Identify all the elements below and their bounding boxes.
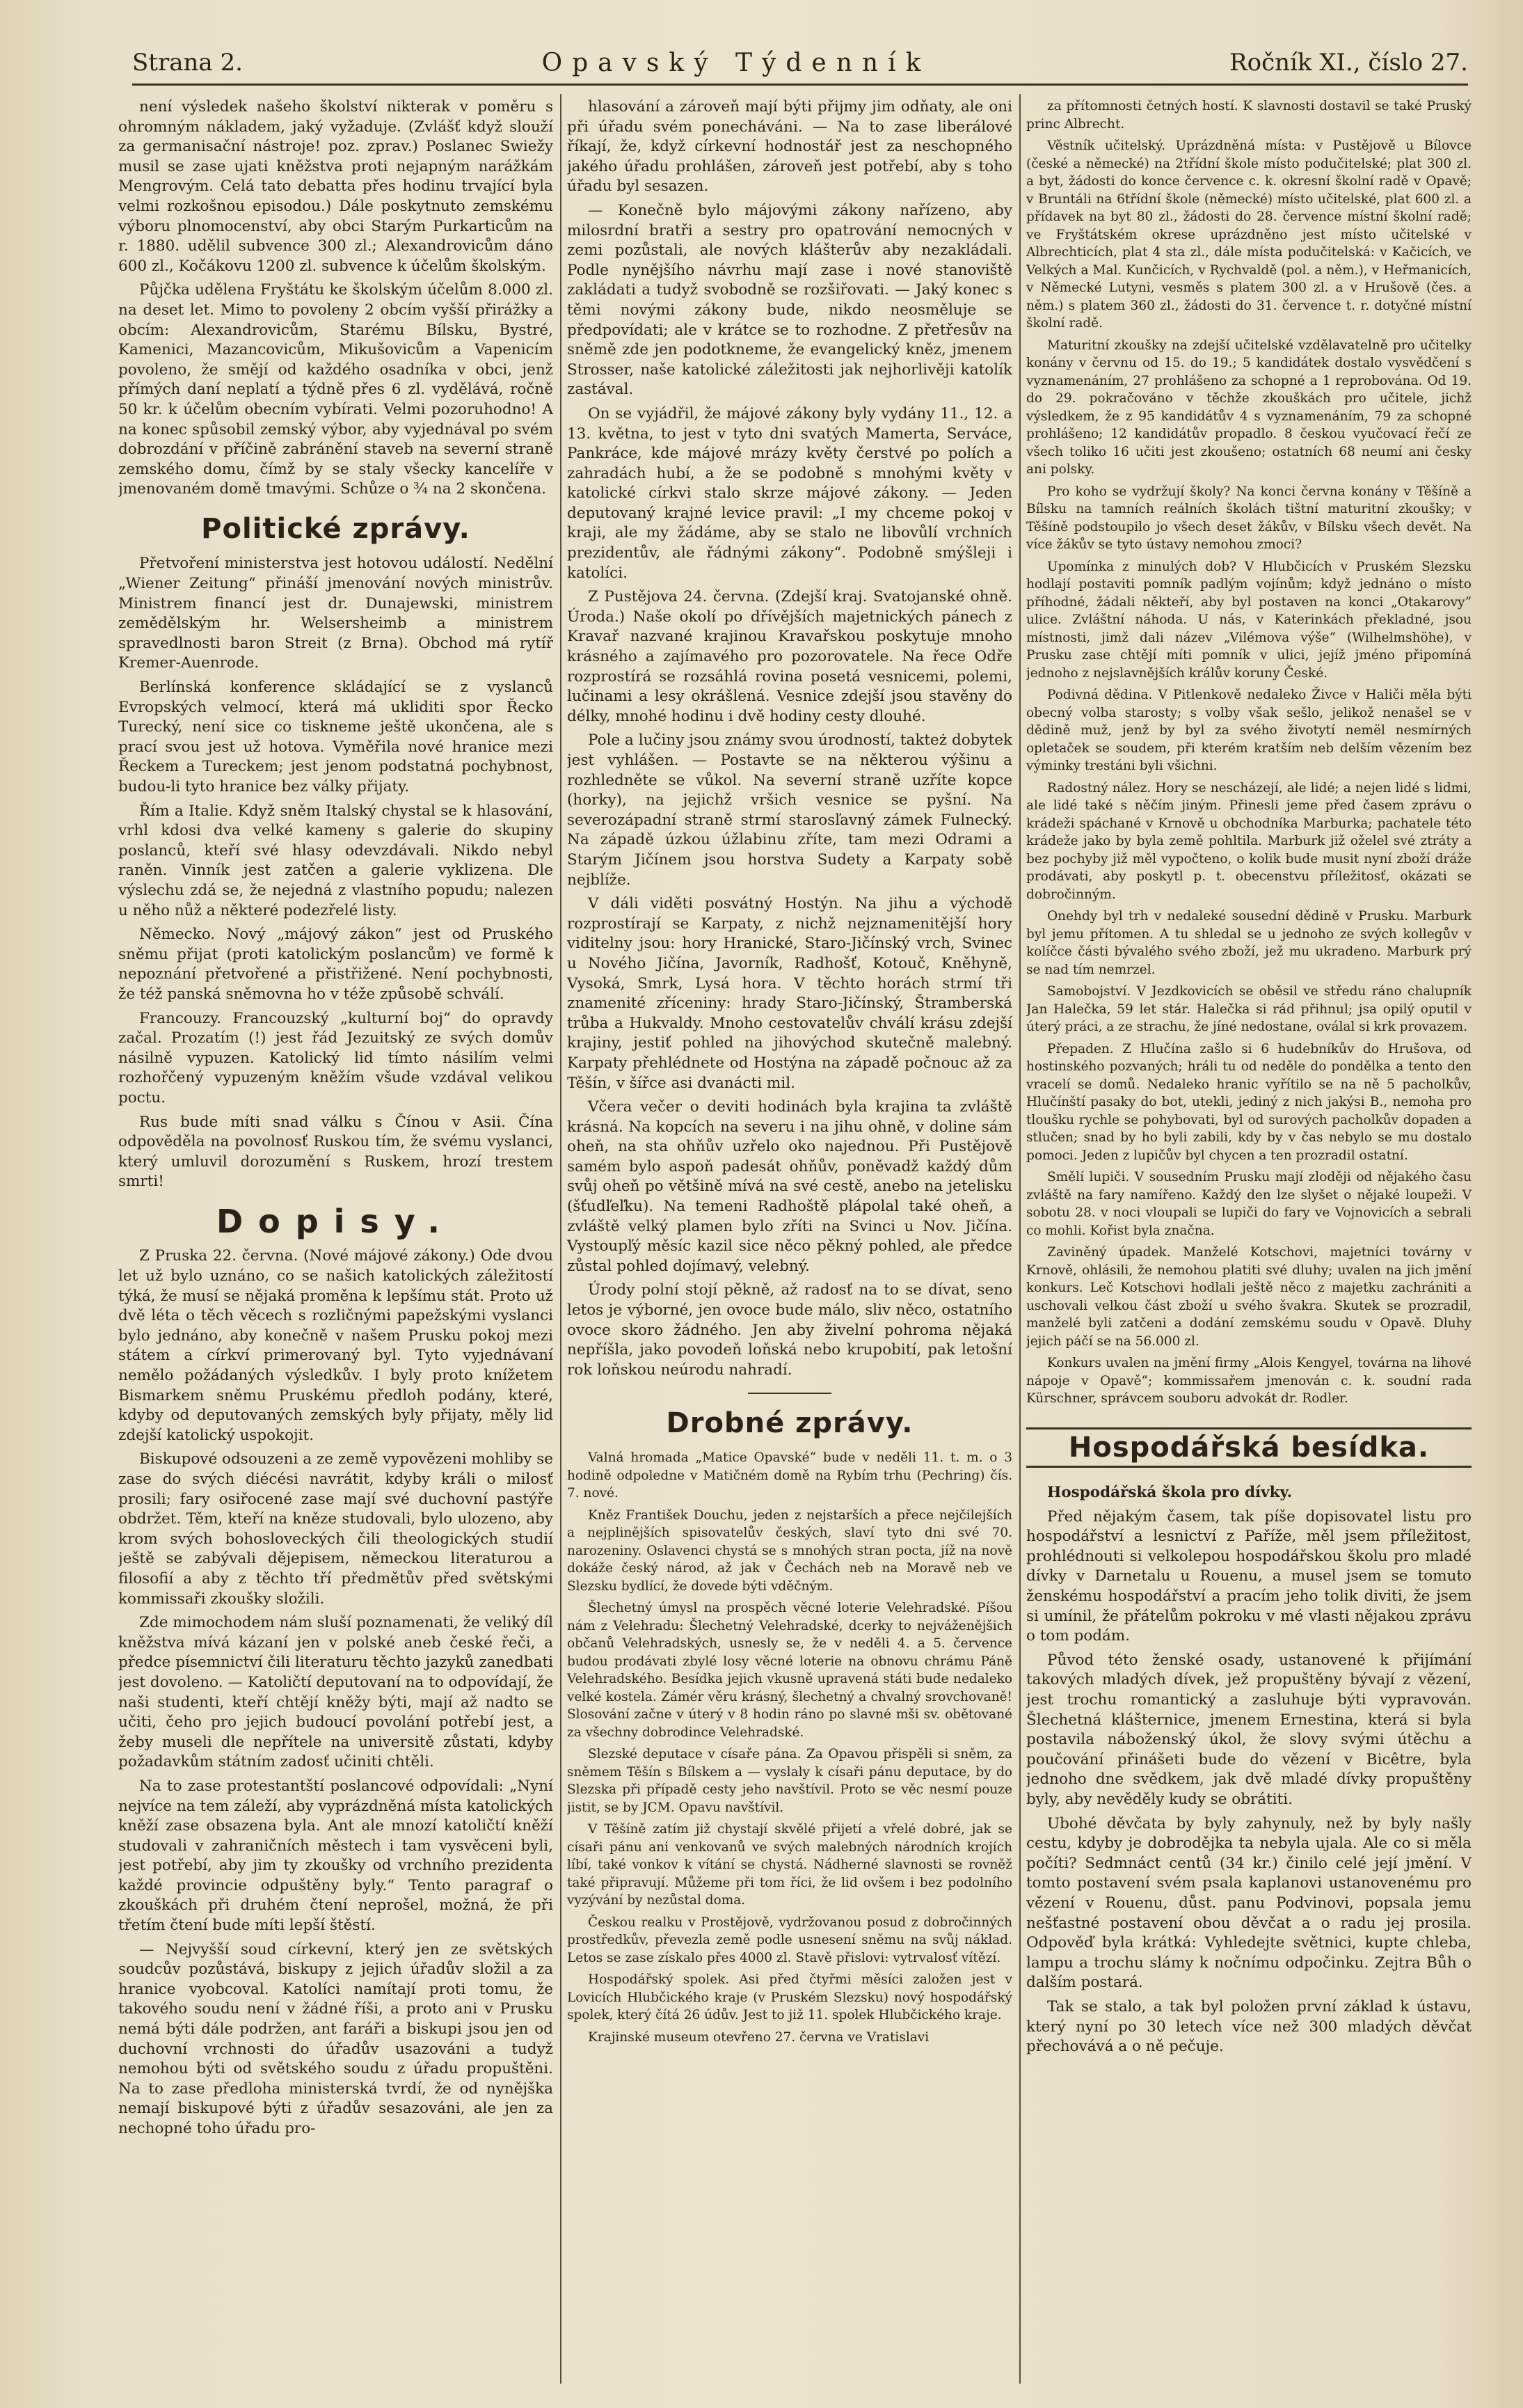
paragraph: V dáli viděti posvátný Hostýn. Na jihu a východě rozprostírají se Karpaty, z nichž nejznamenitější hory viditelny jsou: hory Hranické, Staro-Jičínský vrch, Svinec u Nového Jičína, Javorník, Radhošť, Kotouč, Kněhyně, Vysoká, Smrk, Lysá hora. V těchto horách strmí tři znamenité zříceniny: hrady Staro-Jičínský, Štramberská trůba a Hukvaldy. Mnoho cestovatelův chválí krásu zdejší krajiny, jestiť pohled na jihovýchod skutečně malebný. Karpaty přehlédnete od Hostýna na západě počnouc až za Těšín, v šířce asi dvanácti mil. [567,895,1012,1092]
news-item: Pro koho se vydržují školy? Na konci června konány v Těšíně a Bílsku na tamních reálních školách tištní maturitní zkoušky; v Těšíně podstoupilo jo všech deset žákův, v Bílsku všech devět. Na více žákův se tyto ústavy nemohou zmoci? [1026,484,1472,552]
news-item: Radostný nález. Hory se nescházejí, ale lidé; a nejen lidé s lidmi, ale lidé také s něčím jiným. Přinesli jeme před časem zprávu o krádeži spáchané v Krnově u obchodníka Marburka; pachatele této krádeže jako by byla země pohltila. Marburk již oželel své ztráty a bez pochyby již měl vypočteno, o kolik bude musit nyní zboží dráže prodávati, aby poskytl p. t. obecenstvu příležitosť, okázati se dobročinným. [1026,780,1472,902]
paragraph: hlasování a zároveň mají býti přijmy jim odňaty, ale oni při úřadu svém ponecháváni. — Na to zase liberálové říkají, že, když církevní hodnostář jest za neschopného jakého úřadu prohlášen, zároveň jest potřebí, aby s toho úřadu byl sesazen. [567,98,1012,196]
news-item: Slezské deputace v císaře pána. Za Opavou přispěli si sněm, za sněmem Těšín s Bílskem a — vyslaly k císaři pánu deputace, by do Slezska při případě cesty jeho navštívil. Proto se věc nesmí pouze jistit, se by JCM. Opavu navštívil. [567,1747,1012,1815]
paragraph: Rus bude míti snad válku s Čínou v Asii. Čína odpověděla na povolnosť Ruskou tím, že svému vyslanci, který umluvil dorozumění s Ruskem, hrozí trestem smrti! [118,1113,553,1191]
section-heading-politics: Politické zprávy. [201,512,470,545]
paragraph: Na to zase protestantští poslancové odpovídali: „Nyní nejvíce na tem záleží, aby vyprázdněná místa katolických kněží zase obsazena byla. Ant ale mnozí katoličtí kněží studovali v zahraničních městech i tam vysvěceni byli, jest potřebí, aby jim ty zkoušky od vrchního prezidenta každé provincie odpuštěny byly.“ Tento paragraf o zkouškách při druhém čtení neprošel, možná, že při třetím čtení bude míti lepší štěstí. [118,1777,553,1935]
paragraph: Řím a Italie. Když sněm Italský chystal se k hlasování, vrhl kdosi dva velké kameny s galerie do skupiny poslanců, kteří své hlasy odevzdávali. Nikdo nebyl raněn. Vinník jest zatčen a galerie vyklizena. Dle výslechu zdá se, že nejedná z vlastního popudu; nalezen u něho nůž a některé podezřelé listy. [118,802,553,919]
news-item: Krajinské museum otevřeno 27. června ve Vratislavi [588,2029,930,2045]
section-heading-short-news: Drobné zprávy. [666,1407,914,1440]
page-number: Strana 2. [132,49,243,77]
column-2 [567,97,1012,2380]
paragraph: Úrody polní stojí pěkně, až radosť na to se dívat, seno letos je výborné, jen ovoce bude málo, sliv něco, ostatního ovoce skoro žádného. Jen aby živelní pohroma nějaká nepříšla, jako povodeň loňská nebo krupobití, pak letošní rok loňskou neúrodu nahradí. [567,1281,1012,1379]
paragraph: Berlínská konference skládající se z vyslanců Evropských velmocí, která má ukliditi spor Řecko Turecký, není sice co tiskneme ještě ukončena, ale s prací svou jest už hotova. Vyměřila nové hranice mezi Řeckem a Tureckem; jest jenom podstatná pochybnost, budou-li tyto hranice bez války přijaty. [118,679,553,795]
news-item: Smělí lupiči. V sousedním Prusku mají zloději od nějakého času zvláště na fary namířeno. Každý den lze slyšet o nějaké loupeži. V sobotu 28. v noci vloupali se lupiči do fary ve Vojnovicích a sebrali co mohli. Kořist byla značna. [1026,1170,1472,1238]
news-item: Valná hromada „Matice Opavské“ bude v neděli 11. t. m. o 3 hodině odpoledne v Matičném domě na Rybím trhu (Pechring) čís. 7. nové. [567,1450,1012,1500]
column-1 [118,97,553,2380]
paragraph: Ubohé děvčata by byly zahynuly, než by byly našly cestu, kdyby je dobrodějka ta nebyla ujala. Ale co si měla počíti? Sedmnáct centů (34 kr.) činilo celé její jmění. V tomto postavení svém psala kaplanovi ustanovenému pro vězení v Rouenu, důst. panu Podvinovi, popsala jemu nešťastné postavení obou děvčat a o radu jej prosila. Odpověď byla krátká: Vyhledejte světnici, kupte chleba, lampu a trochu slámy k nočnímu odpočinku. Zejtra Bůh o dalším postará. [1026,1814,1472,1992]
news-item: Onehdy byl trh v nedaleké sousední dědině v Prusku. Marburk byl jemu přítomen. A tu shledal se u jednoho ze svých kollegův v kolíčce části bývalého svého zboží, jež mu ukradeno. Marburk prý se nad tím nemrzel. [1026,909,1472,977]
divider [748,1393,831,1394]
section-heading-farm-column: Hospodářská besídka. [1026,1427,1472,1468]
section-heading-letters: Dopisy. [216,1202,456,1240]
paragraph: Tak se stalo, a tak byl položen první základ k ústavu, který nyní po 30 letech více než 300 mladých děvčat přechovává a o ně pečuje. [1026,1997,1472,2056]
paragraph: Německo. Nový „májový zákon“ jest od Pruského sněmu přijat (proti katolickým poslancům) ve formě k nepoznání přetvořené a přistřižené. Není pochybnosti, že též panská sněmovna ho v téže způsobě schválí. [118,926,553,1003]
paragraph: Půjčka udělena Fryštátu ke školským účelům 8.000 zl. na deset let. Mimo to povoleny 2 obcím vyšší přirážky a obcím: Alexandrovicům, Starému Bílsku, Bystré, Kamenici, Mazancovicům, Mikušovicům a Vapenicím povoleno, že smějí od každého osadníka v obci, jenž přímých daní neplatí a týdně přes 6 zl. vydělává, ročně 50 kr. k účelům obecním vybírati. Velmi pozoruhodno! A na konec spůsobil zemský výbor, aby vyjednával po svém dobrozdání v příčině zabránění staveb na severní straně zemského domu, čímž by se staly všecky kancelíře v jmenovaném domě tmavými. Schůze o ¾ na 2 skončena. [118,281,553,498]
newspaper-title: Opavský Týdenník [541,48,931,77]
paragraph: Biskupové odsouzeni a ze země vypovězeni mohliby se zase do svých diécési navrátit, kdyby králi o milosť prosili; fary osiřocené zase mají své duchovní pastýře obdržet. Těm, kteří na kněze studovali, bylo ulozeno, aby krom svých bohosloveckých čili theologických studií ještě se zabývali dějepisem, německou literaturou a filosofií a aby z těchto tří předmětův před světskými kommissaři zkoušky složili. [118,1450,553,1608]
paragraph: Před nějakým časem, tak píše dopisovatel listu pro hospodářství a lesnictví z Paříže, měl jsem příležitost, prohlédnouti si velkolepou hospodářskou školu pro mladé dívky v Darnetalu u Rouenu, a musel jsem se tomuto ženskému hospodářství a pracím jeho tolik diviti, že jsem si umínil, že přátelům pokroku v mé vlasti nějakou zprávu o tom podám. [1026,1507,1472,1645]
news-item: Přepaden. Z Hlučína zašlo si 6 hudebníkův do Hrušova, od hostinského pozvaných; hráli tu od neděle do pondělka a tento den vracelí se domů. Nedaleko hranic vyřítilo se na ně 5 pacholkův, Hlučínští pasaky do bot, utekli, jediný z nich jakýsi B., nemoha pro tloušku rychle se pohybovati, byl od surových pacholkův dopaden a stlučen; snad by ho byli zabili, kdy by v čas nebylo se mu dostalo pomoci. Jeden z lupičův byl chycen a ten prozradil ostatní. [1026,1041,1472,1163]
paragraph: Přetvoření ministerstva jest hotovou událostí. Nedělní „Wiener Zeitung“ přináší jmenování nových ministrův. Ministrem financí jest dr. Dunajewski, ministrem zemědělským hr. Welsersheimb a ministrem spravedlnosti baron Streit (z Brna). Obchod má rytíř Kremer-Auenrode. [118,555,553,672]
news-item: Kněz František Douchu, jeden z nejstarších a přece nejčilejších a nejplinějších spisovatelův českých, slaví tyto dni své 70. narozeniny. Oslavenci chystá se s mnohých stran pocta, jíž na nově dokáže český národ, až jak v Čechách neb na Moravě neb ve Slezsku bydlící, že dovede býti vděčným. [567,1507,1012,1594]
news-item: Samobojství. V Jezdkovicích se oběsil ve středu ráno chalupník Jan Halečka, 59 let stár. Halečka si rád přihnul; jsa opilý oputil v úterý práci, a ze strachu, že jíné nedostane, oválal si krk provazem. [1026,984,1472,1034]
news-item: Maturitní zkoušky na zdejší učitelské vzdělavatelně pro učitelky konány v červnu od 15. do 19.; 5 kandidátek dostalo vysvědčení s vyznamenáním, 27 prohlášeno za schopné a 1 reprobována. Od 19. do 29. pokračováno v těchže zkouškách pro učitele, jichž výsledkem, že z 95 kandidátův 4 s vyznamenáním, 79 za schopné prohlášeno; 12 kandidátův propadlo. 8 českou vyučovací řečí ze všech toliko 16 učiti jest zkoušeno; ostatních 68 neumí ani česky ani polsky. [1026,338,1472,477]
paragraph: Včera večer o deviti hodinách byla krajina ta zvláště krásná. Na kopcích na severu i na jihu ohně, v doline sám oheň, na sta ohňův uzřelo oko najednou. Při Pustějově samém bylo aspoň padesát ohňův, poněvadž každý dům svůj oheň po většině mívá na své cestě, anebo na jetelisku (šťudľeľku). Na temeni Radhoště plápolal také oheň, a zvláště velký plamen bylo zříti na Svinci u Nov. Jičína. Vystoupľý měsíc kazil sice něco pěkný pohled, ale předce zůstal pohled dojímavý, velebný. [567,1098,1012,1275]
column-rule [1019,94,1021,2384]
short-news-list [1026,97,1472,1408]
news-item: V Těšíně zatím již chystají skvělé přijetí a vřelé dobré, jak se císaři pánu ani venkovanů ve svých malebných národních krojích líbí, také vonkov k vítání se chystá. Nádherné slavnosti se rovněž také připravují. Můžeme při tom říci, že lid ovšem i bez podolního vyzývání by nezůstal doma. [567,1822,1012,1908]
news-item: Konkurs uvalen na jmění firmy „Alois Kengyel, továrna na lihové nápoje v Opavě“; kommissařem jmenován c. k. soudní rada Kürschner, správcem souboru advokát dr. Rodler. [1026,1356,1472,1406]
article-title: Hospodářská škola pro dívky. [1047,1484,1293,1502]
news-item: Zaviněný úpadek. Manželé Kotschovi, majetníci továrny v Krnově, ohlásili, že nemohou platiti své dluhy; uvalen na jich jmění konkurs. Leč Kotschovi hodlali ještě něco z majetku zachrániti a uschovali velkou část zboží u svého švakra. Skutek se prozradil, manželé byli zatčeni a dodání zemskému soudu v Opavě. Dluhy jejich páčí se na 56.000 zl. [1026,1245,1472,1349]
news-item: Upomínka z minulých dob? V Hlubčicích v Pruském Slezsku hodlají postaviti pomník padlým vojínům; když jednáno o místo příhodné, žádali někteří, aby byl postaven na konci „Otakarovy“ ulice. Zvláštní náhoda. U nás, v Katerinkách překladné, jsou místnosti, jimž dali název „Vilémova výše“ (Wilhelmshöhe), v Prusku zase chtějí míti pomník v ulici, jejíž jméno připomíná jednoho z nejslavnějších králův koruny České. [1026,559,1472,681]
column-3 [1026,97,1472,2380]
column-rule [560,94,561,2384]
paragraph: — Nejvyšší soud církevní, který jen ze světských soudcův pozůstává, biskupy z jejich úřadův složil a za hranice vyobcoval. Katolíci namítají proti tomu, že takového soudu není v žádné říši, a proto ani v Prusku nemá býti dále podržen, ant faráři a biskupi jsou jen od duchovní vrchnosti do úřadův usazováni a tudyž nemohou býti od světského soudu z úřadu propuštěni. Na to zase předloha ministerská tvrdí, že od nynějška nemají biskupové býti z úřadův sesazováni, ale jen za nechopné toho úřadu pro- [118,1940,553,2137]
paragraph: Pole a lučiny jsou známy svou úrodností, takteż dobytek jest vyhlášen. — Postavte se na některou výšinu a rozhledněte se vůkol. Na severní straně uzříte kopce (horky), na jejichž vršich vesnice se pyšní. Na severozápadní straně strmí starosľavný zámek Fulnecký. Na západě úzkou úžlabinu zříte, tam mezi Odrami a Starým Jičínem jsou horstva Sudety a Karpaty sobě nejblíže. [567,731,1012,889]
paragraph: není výsledek našeho školství nikterak v poměru s ohromným nákladem, jaký vyžaduje. (Zvlášť když slouží za germanisační nástroje! poz. zprav.) Poslanec Swiežy musil se zase ujati kněžstva proti nejapným narážkám Mengrovým. Celá tato debatta přes hodinu trvající byla velmi rozkošnou episodou.) Dále poskytnuto zemskému výboru plnomocenství, aby obci Starým Purkarticům na r. 1880. udělil subvence 300 zl.; Alexandrovicům dáno 600 zl., Kočákovu 1200 zl. subvence k účelům školským. [118,98,553,275]
paragraph: Původ této ženské osady, ustanovené k přijímání takových mladých dívek, jež propuštěny bývají z vězení, jest trochu romantický a zasluhuje býti vypravován. Šlechetná klášternice, jmenem Ernestina, která si byla postavila náboženský úkol, že slovy svými útěchu a poučování přinášeti bude do vězení v Bicêtre, byla jednoho dne svědkem, jak dvě mladé dívky propuštěny byly, aby nevěděly kudy se obrátiti. [1026,1651,1472,1808]
paragraph: Z Pruska 22. června. (Nové májové zákony.) Ode dvou let už bylo uznáno, co se našich katolických záležitostí týká, že musí se nějaká proměna k lepšímu stát. Proto už dvě léta o těch věcech s rozličnými papežskými vyslanci bylo jednáno, aby konečně v našem Prusku pokoj mezi státem a církví primerovaný byl. Tyto vyjednávaní nemělo požádaných výsledkův. I byly proto knížetem Bismarkem sněmu Pruskému předloh podány, které, kdyby od deputovaných zemských byly přijaty, měly lid zdejší katolický uspokojit. [118,1247,553,1444]
page-header [132,42,1468,86]
news-item: Věstník učitelský. Uprázdněná místa: v Pustějově u Bílovce (české a německé) na 2třídní škole místo podučitelské; plat 300 zl. a byt, žádosti do konce července c. k. okresní školní radě v Opavě; v Bruntáli na 6třídní škole (německé) místo učitelské, plat 600 zl. a přídavek na byt 80 zl., žádosti do 28. července místní školní radě; ve Fryštátském okrese uprázdněno jest místo učitelské v Albrechticích, plat 4 sta zl., dále místa podučitelská: v Kačicích, ve Velkých a Mal. Kunčicích, v Rychvaldě (pol. a něm.), v Heřmanicích, v Německé Lutyni, vesměs s platem 300 zl. a v Hrušově (čes. a něm.) s platem 360 zl., žádosti do 31. července t. r. dotyčné místní školní radě. [1026,138,1472,331]
paragraph: Z Pustějova 24. června. (Zdejší kraj. Svatojanské ohně. Úroda.) Naše okolí po dřívějších majetnických pánech z Kravař nazvané krajinou Kravařskou poskytuje mnoho krásného a zajímavého pro pozorovatele. Na řece Odře rozprostírá se rozsáhlá rovina posetá vesnicemi, polemi, lučinami a lesy okrášlená. Vesnice zdejší jsou stavěny do délky, mnohé hodinu i dvě hodiny cesty dlouhé. [567,588,1012,725]
paragraph: Zde mimochodem nám sluší poznamenati, že veliký díl kněžstva mívá kázaní jen v polské aneb české řeči, a předce písemnictví čili literaturu těchto jazyků zanedbati jest dovoleno. — Katoličtí deputovaní na to odpovídají, že naši studenti, kteří chtějí kněžy býti, mají až nadto se učiti, čeho pro jejich budoucí povolání potřebí jest, a žeby museli dle nepřítele na universitě zůstati, kdyby požadavkům státním zadosť učiniti chtěli. [118,1614,553,1771]
news-item: Hospodářský spolek. Asi před čtyřmi měsíci založen jest v Lovicích Hlubčického kraje (v Pruském Slezsku) nový hospodářský spolek, který čítá 26 údův. Jest to již 11. spolek Hlubčického kraje. [567,1972,1012,2022]
issue-number: Ročník XI., číslo 27. [1229,49,1468,77]
paragraph: On se vyjádřil, že májové zákony byly vydány 11., 12. a 13. května, to jest v tyto dni svatých Mamerta, Serváce, Pankráce, kde májové mrázy květy čerstvé po polích a zahradách hubí, a že se podobně s mnohými květy v katolické církvi stalo skrze májové zákony. — Jeden deputovaný krajné levice pravil: „I my chceme pokoj v kraji, ale my žádáme, aby se stalo ne libovůlí vrchních prezidentův, ale řádnými zákony“. Podobně smýšleji i katolíci. [567,404,1012,582]
news-item: za přítomnosti četných hostí. K slavnosti dostavil se také Pruský princ Albrecht. [1026,99,1472,132]
news-item: Českou realku v Prostějově, vydržovanou posud z dobročinných prostředkův, převezla země podle usnesení sněmu na svůj náklad. Letos se zase získalo přes 4000 zl. Stavě přislovi: vytrvalosť vítězí. [567,1915,1012,1965]
news-item: Šlechetný úmysl na prospěch věcné loterie Velehradské. Píšou nám z Velehradu: Šlechetný Velehradské, dcerky to nejváženějšich občanů Velehradských, usnesly se, že v neděli 4. a 5. července budou prodávati zbylé losy věcné loterie na obnovu chrámu Páně Velehradského. Besídka jejich vkusně upravená státi bude nedaleko velké kostela. Zámér věru krásný, šlechetný a chvalný srovchovaně! Slosování začne v úterý v 8 hodin ráno po slavné mši sv. obětované za všechny dobrodince Velehradské. [567,1601,1012,1740]
paragraph: — Konečně bylo májovými zákony nařízeno, aby milosrdní bratři a sestry pro opatrování nemocných v zemi pozůstali, ale nových klášterův aby nezakládali. Podle nynějšího návrhu mají zase i nové stanoviště zakládati a tudyž svobodně se rozšiřovati. — Jaký konec s těmi novými zákony bude, nikdo neosměluje se předpovídati; ale v krátce se to rozhodne. Z přetřesův na sněmě zde jen podotkneme, že evangelický kněz, jmenem Strosser, naše katolické záležitosti jak nejhorlivěji katolík zastával. [567,201,1012,399]
paragraph: Francouzy. Francouzský „kulturní boj“ do opravdy začal. Prozatím (!) jest řád Jezuitský ze svých domův násilně vypuzen. Katolický lid tímto násilím velmi rozhořčený vypuzeným kněžím všude vzdával velikou poctu. [118,1009,553,1107]
short-news-list [567,1449,1012,2046]
news-item: Podivná dědina. V Pitlenkově nedaleko Živce v Haliči měla býti obecný volba starosty; s volby však sešlo, jelikož nenašel se v dědině muž, jenž by byl za svého životytí nemël nesmírných opletaček se soudem, při kterém kratším neb delším vězením bez výminky trestáni byli všichni. [1026,688,1472,773]
